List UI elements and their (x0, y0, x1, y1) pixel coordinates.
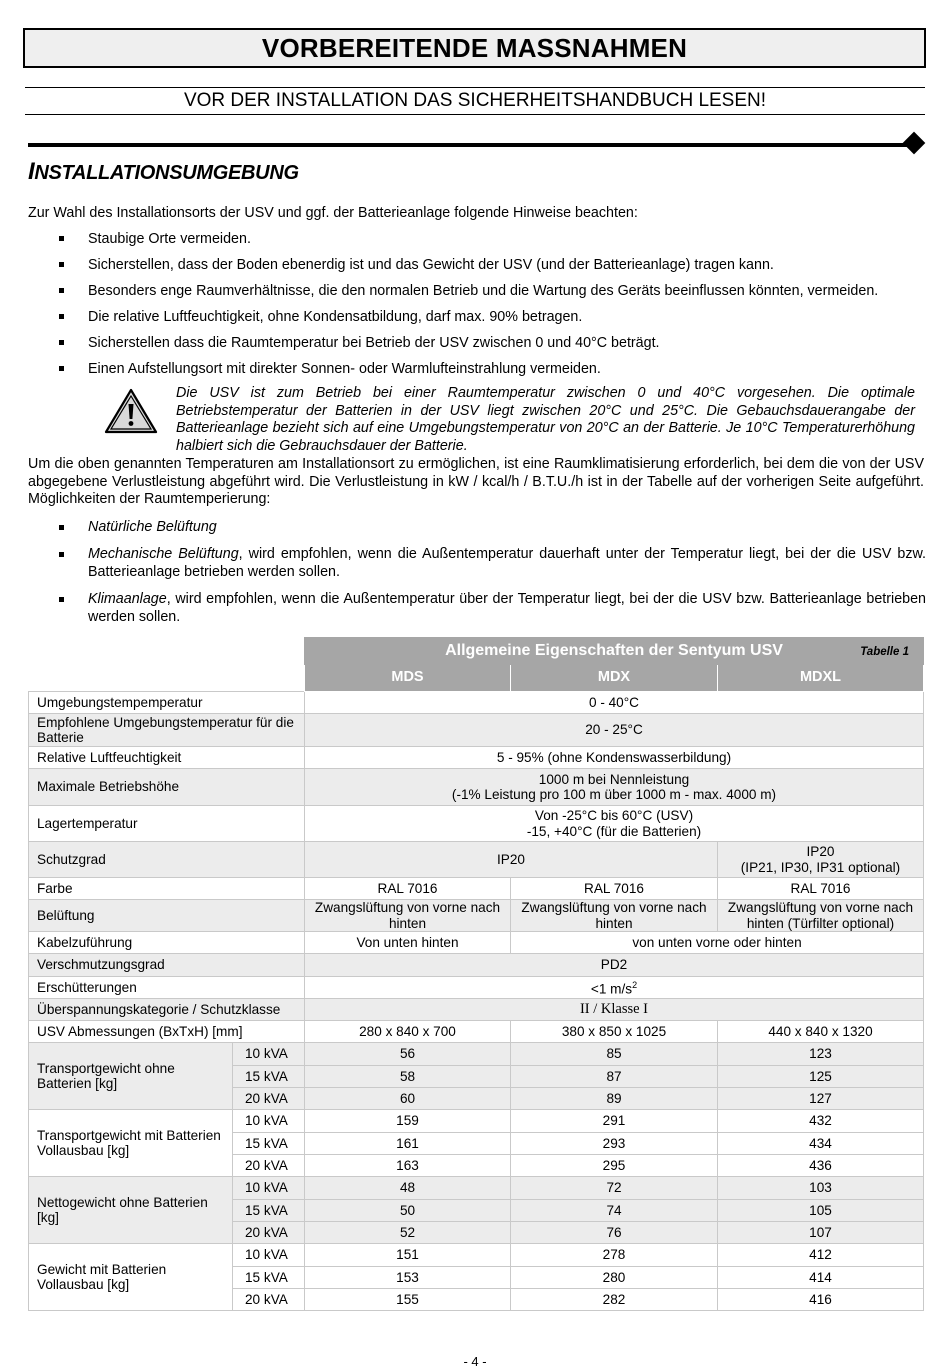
bullet-square-icon (59, 314, 64, 319)
cell: 76 (511, 1222, 718, 1244)
table-row (29, 1043, 924, 1066)
cell-line: -15, +40°C (für die Batterien) (526, 823, 702, 839)
kva-label: 10 kVA (233, 1177, 305, 1200)
safety-notice: VOR DER INSTALLATION DAS SICHERHEITSHANDBUCH LESEN! (183, 90, 767, 111)
list-item-text: , wird empfohlen, wenn die Außentemperatur über der Temperatur liegt, bei der die USV bzw. Batterieanlage betrieben werden sollen. (88, 591, 926, 625)
cell: 52 (305, 1222, 511, 1244)
section-heading (28, 158, 299, 186)
row-label: Schutzgrad (29, 842, 305, 878)
kva-label: 20 kVA (233, 1088, 305, 1110)
cell-line: (-1% Leistung pro 100 m über 1000 m - max. 4000 m) (451, 787, 777, 802)
table-row (29, 1177, 924, 1200)
cell: Von unten hinten (305, 932, 511, 954)
table-row (29, 932, 924, 954)
list-item (28, 333, 928, 359)
cell (305, 769, 924, 806)
kva-label: 15 kVA (233, 1133, 305, 1155)
row-label: Überspannungskategorie / Schutzklasse (29, 999, 305, 1021)
section-heading-rest: NSTALLATIONSUMGEBUNG (34, 162, 299, 184)
cell (305, 977, 924, 999)
cell: 161 (305, 1133, 511, 1155)
cell: 56 (305, 1043, 511, 1066)
list-item (28, 545, 926, 581)
cell: 380 x 850 x 1025 (511, 1021, 718, 1043)
group-label: Gewicht mit Batterien Vollausbau [kg] (29, 1244, 233, 1311)
cell: 280 (511, 1267, 718, 1289)
bullet-square-icon (59, 597, 64, 602)
table-row (29, 1110, 924, 1133)
row-label: Erschütterungen (29, 977, 305, 999)
cell: 434 (718, 1133, 924, 1155)
list-item-text: Besonders enge Raumverhältnisse, die den normalen Betrieb und die Wartung des Geräts beeinflussen könnten, vermeiden. (88, 283, 879, 299)
list-item (28, 281, 928, 307)
column-header-mds: MDS (305, 665, 511, 692)
climate-paragraph: Um die oben genannten Temperaturen am Installationsort zu ermöglichen, ist eine Raumklimatisierung erforderlich, bei dem die von der USV abgegebene Verlustleistung abgeführt wird. Die Verlustleistung in kW / kcal/h / B.T.U./h ist in der Tabelle auf der vorherigen Seite aufgeführt. Möglichkeiten der Raumtemperierung: (28, 456, 924, 508)
cell: 60 (305, 1088, 511, 1110)
cell: Zwangslüftung von vorne nach hinten (305, 900, 511, 932)
row-label: USV Abmessungen (BxTxH) [mm] (29, 1021, 305, 1043)
table-row (29, 692, 924, 714)
cell: 278 (511, 1244, 718, 1267)
cell: 155 (305, 1289, 511, 1311)
row-label: Farbe (29, 878, 305, 900)
table-row (29, 714, 924, 747)
table-row (29, 842, 924, 878)
cell: 20 - 25°C (305, 714, 924, 747)
cell-value: <1 m/s (590, 981, 633, 997)
site-requirements-list (28, 229, 928, 385)
list-item-term: Natürliche Belüftung (88, 519, 217, 535)
rule-diamond-icon (903, 132, 926, 155)
list-item-text: , wird empfohlen, wenn die Außentemperatur dauerhaft unter der Temperatur liegt, bei der die USV bzw. Batterieanlage betrieben werden sollen. (88, 546, 927, 580)
row-label: Kabelzuführung (29, 932, 305, 954)
cell (718, 842, 924, 878)
row-label: Verschmutzungsgrad (29, 954, 305, 977)
list-item-text: Staubige Orte vermeiden. (88, 231, 251, 247)
row-label: Relative Luftfeuchtigkeit (29, 747, 305, 769)
table-title-text: Allgemeine Eigenschaften der Sentyum USV (445, 642, 783, 660)
list-item (28, 307, 928, 333)
kva-label: 10 kVA (233, 1110, 305, 1133)
list-item-text: Sicherstellen, dass der Boden ebenerdig ist und das Gewicht der USV (und der Batterieanlage) tragen kann. (88, 257, 774, 273)
table-row (29, 1244, 924, 1267)
list-item-text: Einen Aufstellungsort mit direkter Sonnen- oder Warmlufteinstrahlung vermeiden. (88, 361, 601, 377)
table-row (29, 954, 924, 977)
list-item (28, 518, 926, 536)
kva-label: 20 kVA (233, 1289, 305, 1311)
kva-label: 15 kVA (233, 1066, 305, 1088)
cell-line: (IP21, IP30, IP31 optional) (740, 859, 901, 875)
cell: 163 (305, 1155, 511, 1177)
list-item (28, 590, 926, 626)
cell: 153 (305, 1267, 511, 1289)
cell: Zwangslüftung von vorne nach hinten (Türfilter optional) (718, 900, 924, 932)
bullet-square-icon (59, 366, 64, 371)
column-header-mdx: MDX (511, 665, 718, 692)
cell: 159 (305, 1110, 511, 1133)
list-item (28, 255, 928, 281)
kva-label: 20 kVA (233, 1155, 305, 1177)
list-item-text: Sicherstellen dass die Raumtemperatur bei Betrieb der USV zwischen 0 und 40°C beträgt. (88, 335, 660, 351)
cell-line: Von -25°C bis 60°C (USV) (534, 808, 694, 823)
cell: RAL 7016 (305, 878, 511, 900)
bullet-square-icon (59, 340, 64, 345)
cell: 89 (511, 1088, 718, 1110)
cell: 85 (511, 1043, 718, 1066)
cell: 282 (511, 1289, 718, 1311)
table-row (29, 1021, 924, 1043)
list-item (28, 359, 928, 385)
page-number: - 4 - (463, 1354, 487, 1369)
warning-triangle-icon (104, 388, 158, 434)
cell: 0 - 40°C (305, 692, 924, 714)
cell-superscript: 2 (632, 979, 638, 990)
table-row (29, 900, 924, 932)
column-header-mdxl: MDXL (718, 665, 924, 692)
row-label: Belüftung (29, 900, 305, 932)
cell: 103 (718, 1177, 924, 1200)
cell: 123 (718, 1043, 924, 1066)
cell: 105 (718, 1200, 924, 1222)
safety-notice-bar (25, 87, 925, 115)
intro-text: Zur Wahl des Installationsorts der USV und ggf. der Batterieanlage folgende Hinweise beachten: (28, 205, 638, 221)
table-row (29, 747, 924, 769)
cell: 50 (305, 1200, 511, 1222)
cell: II / Klasse I (305, 999, 924, 1021)
section-heading-initial: I (28, 158, 35, 185)
row-label: Lagertemperatur (29, 806, 305, 842)
group-label: Transportgewicht mit Batterien Vollausbau [kg] (29, 1110, 233, 1177)
cell: RAL 7016 (511, 878, 718, 900)
cell: 107 (718, 1222, 924, 1244)
kva-label: 15 kVA (233, 1200, 305, 1222)
cell: 48 (305, 1177, 511, 1200)
bullet-square-icon (59, 552, 64, 557)
cell: 291 (511, 1110, 718, 1133)
cell-line: 1000 m bei Nennleistung (538, 771, 690, 787)
cell: 440 x 840 x 1320 (718, 1021, 924, 1043)
cell: Zwangslüftung von vorne nach hinten (511, 900, 718, 932)
kva-label: 10 kVA (233, 1244, 305, 1267)
list-item-text: Die relative Luftfeuchtigkeit, ohne Kondensatbildung, darf max. 90% betragen. (88, 309, 583, 325)
cell: von unten vorne oder hinten (511, 932, 924, 954)
kva-label: 20 kVA (233, 1222, 305, 1244)
cell: 293 (511, 1133, 718, 1155)
cooling-options-list (28, 518, 926, 635)
cell (305, 806, 924, 842)
bullet-square-icon (59, 525, 64, 530)
cell: 58 (305, 1066, 511, 1088)
row-label: Umgebungstempemperatur (29, 692, 305, 714)
cell: 412 (718, 1244, 924, 1267)
cell: 74 (511, 1200, 718, 1222)
table-number: Tabelle 1 (860, 646, 909, 658)
section-rule (28, 143, 908, 147)
cell: 151 (305, 1244, 511, 1267)
cell: 87 (511, 1066, 718, 1088)
warning-note: Die USV ist zum Betrieb bei einer Raumtemperatur zwischen 0 und 40°C vorgesehen. Die optimale Betriebstemperatur der Batterien in der USV liegt zwischen 20°C und 25°C. Die Gebauchsdauerangabe der Batterieanlage bezieht sich auf eine Umgebungstemperatur von 20°C an der Batterie. Je 10°C Temperaturerhöhung halbiert sich die Gebrauchsdauer der Batterie. (176, 385, 915, 455)
bullet-square-icon (59, 262, 64, 267)
bullet-square-icon (59, 236, 64, 241)
table-row (29, 878, 924, 900)
kva-label: 15 kVA (233, 1267, 305, 1289)
table-title (305, 638, 924, 665)
cell: 436 (718, 1155, 924, 1177)
list-item-term: Klimaanlage (88, 591, 167, 607)
list-item (28, 229, 928, 255)
group-label: Nettogewicht ohne Batterien [kg] (29, 1177, 233, 1244)
cell: 280 x 840 x 700 (305, 1021, 511, 1043)
table-row (29, 769, 924, 806)
row-label: Empfohlene Umgebungstemperatur für die Batterie (29, 714, 305, 747)
table-row (29, 806, 924, 842)
cell: 416 (718, 1289, 924, 1311)
cell: 295 (511, 1155, 718, 1177)
table-row (29, 999, 924, 1021)
page-title: VORBEREITENDE MASSNAHMEN (261, 32, 688, 63)
specifications-table (28, 637, 924, 1311)
cell: 127 (718, 1088, 924, 1110)
list-item-term: Mechanische Belüftung (88, 546, 239, 562)
table-row (29, 977, 924, 999)
cell: 125 (718, 1066, 924, 1088)
group-label: Transportgewicht ohne Batterien [kg] (29, 1043, 233, 1110)
cell: 414 (718, 1267, 924, 1289)
cell: IP20 (305, 842, 718, 878)
cell: PD2 (305, 954, 924, 977)
kva-label: 10 kVA (233, 1043, 305, 1066)
cell: 5 - 95% (ohne Kondenswasserbildung) (305, 747, 924, 769)
bullet-square-icon (59, 288, 64, 293)
cell: 432 (718, 1110, 924, 1133)
row-label: Maximale Betriebshöhe (29, 769, 305, 806)
cell: RAL 7016 (718, 878, 924, 900)
page-title-box (23, 28, 926, 68)
cell-line: IP20 (806, 844, 835, 859)
cell: 72 (511, 1177, 718, 1200)
